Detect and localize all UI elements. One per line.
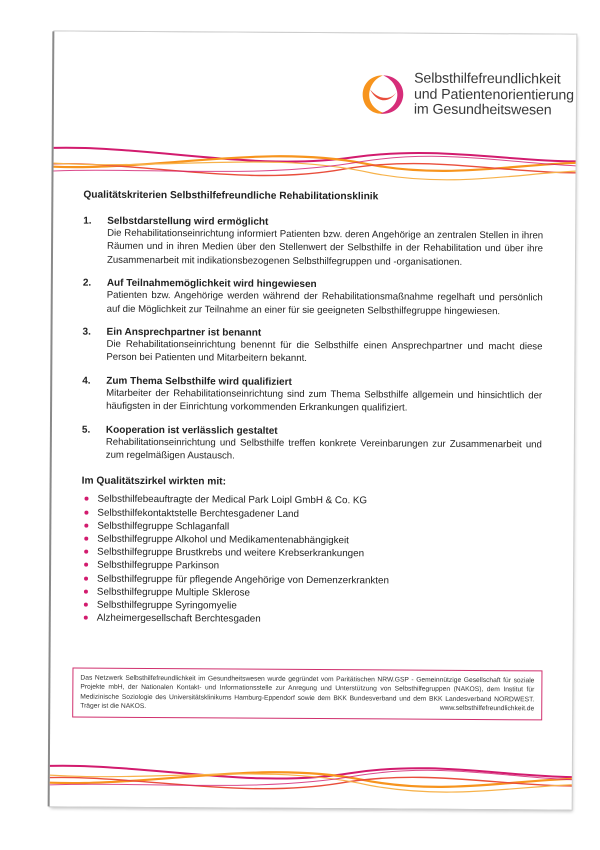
- criterion-text: Die Rehabilitationseinrichtung informiert Patienten bzw. deren Angehörige an zentralen Stellen in ihren Räumen und in ihren Medien über den Stellenwert der Selbsthilfe in der Rehabilitation und über ihre Zusammenarbeit mit indikationsbezogenen Selbsthilfegruppen und -organisationen.: [106, 227, 544, 268]
- logo-line-3: im Gesundheitswesen: [413, 101, 552, 119]
- criterion-number: 2.: [82, 277, 92, 289]
- member-name: Selbsthilfegruppe für pflegende Angehörige von Demenzerkrankten: [96, 573, 389, 587]
- member-name: Selbsthilfegruppe Parkinson: [97, 560, 220, 572]
- criterion-text: Patienten bzw. Angehörige werden während der Rehabilitationsmaßnahme regelhaft und persönlich auf die Möglichkeit zur Teilnahme an einer für sie geeigneten Selbsthilfegruppe hingewiesen.: [106, 289, 543, 317]
- criterion-number: 3.: [82, 326, 91, 338]
- logo-line-1: Selbsthilfefreundlichkeit: [414, 70, 561, 88]
- criterion-heading: Kooperation ist verlässlich gestaltet: [105, 424, 278, 437]
- footer-text: Das Netzwerk Selbsthilfefreundlichkeit im Gesundheitswesen wurde gegründet vom Paritätischen NRW.GSP - Gemeinnützige Gesellschaft für soziale Projekte mbH, der Nationalen Kontakt- und Informationsstelle zur Anregung und Unterstützung von Selbsthilfegruppen (NAKOS), dem Institut für Medizinische Soziologie des Universitätsklinikums Hamburg-Eppendorf sowie dem BKK Bundesverband und dem BKK Landesverband NORDWEST. Träger ist die NAKOS.: [80, 674, 535, 711]
- criterion-text: Mitarbeiter der Rehabilitationseinrichtung sind zum Thema Selbsthilfe allgemein und hinsichtlich der häufigsten in der Einrichtung vorkommenden Erkrankungen qualifiziert.: [106, 387, 543, 414]
- member-name: Selbsthilfebeauftragte der Medical Park Loipl GmbH & Co. KG: [97, 494, 368, 507]
- members-list: [81, 493, 542, 628]
- criterion-heading: Selbstdarstellung wird ermöglicht: [107, 215, 269, 228]
- logo: [358, 71, 574, 119]
- criterion-number: 1.: [83, 215, 92, 227]
- bullet-icon: [84, 550, 88, 554]
- member-name: Selbsthilfegruppe Brustkrebs und weitere Krebserkrankungen: [97, 546, 365, 560]
- criterion-number: 4.: [82, 375, 91, 387]
- bullet-icon: [84, 510, 88, 514]
- footer-note: [72, 668, 542, 720]
- criterion-3: [82, 327, 542, 368]
- member-name: Selbsthilfegruppe Syringomyelie: [96, 599, 237, 612]
- member-name: Alzheimergesellschaft Berchtesgaden: [96, 612, 261, 625]
- bullet-icon: [84, 537, 88, 541]
- members-title: Im Qualitätszirkel wirkten mit:: [81, 476, 227, 488]
- bullet-icon: [84, 603, 88, 607]
- member-name: Selbsthilfegruppe Alkohol und Medikamentenabhängigkeit: [97, 533, 349, 547]
- bullet-icon: [84, 563, 88, 567]
- page-title: Qualitätskriterien Selbsthilfefreundliche Rehabilitationsklinik: [83, 189, 379, 203]
- main-content: [81, 190, 544, 628]
- criterion-2: [83, 278, 543, 319]
- criterion-text: Rehabilitationseinrichtung und Selbsthilfe treffen konkrete Vereinbarungen zur Zusammenarbeit und zum regelmäßigen Austausch.: [105, 436, 542, 462]
- decorative-wave-bottom: [50, 741, 577, 810]
- member-name: Selbsthilfegruppe Schlaganfall: [97, 520, 230, 533]
- criterion-4: [82, 375, 542, 416]
- bullet-icon: [84, 589, 88, 593]
- bullet-icon: [84, 576, 88, 580]
- criterion-text: Die Rehabilitationseinrichtung benennt für die Selbsthilfe einen Ansprechpartner und macht diese Person bei Patienten und Mitarbeitern bekannt.: [106, 338, 543, 365]
- document-page: [50, 31, 577, 809]
- criterion-1: [83, 216, 543, 270]
- criterion-heading: Zum Thema Selbsthilfe wird qualifiziert: [106, 375, 292, 388]
- logo-text: [414, 72, 574, 119]
- footer-url[interactable]: www.selbsthilfefreundlichkeit.de: [439, 704, 535, 713]
- logo-icon: [358, 72, 408, 118]
- criterion-number: 5.: [81, 424, 91, 436]
- member-name: Selbsthilfegruppe Multiple Sklerose: [96, 586, 251, 599]
- criterion-heading: Ein Ansprechpartner ist benannt: [106, 326, 262, 339]
- criterion-heading: Auf Teilnahmemöglichkeit wird hingewiesen: [106, 277, 317, 291]
- bullet-icon: [85, 497, 89, 501]
- list-item: [81, 612, 541, 628]
- member-name: Selbsthilfekontaktstelle Berchtesgadener Land: [97, 507, 299, 520]
- bullet-icon: [84, 616, 88, 620]
- bullet-icon: [84, 523, 88, 527]
- logo-line-2: und Patientenorientierung: [413, 86, 575, 104]
- criterion-5: [82, 424, 542, 465]
